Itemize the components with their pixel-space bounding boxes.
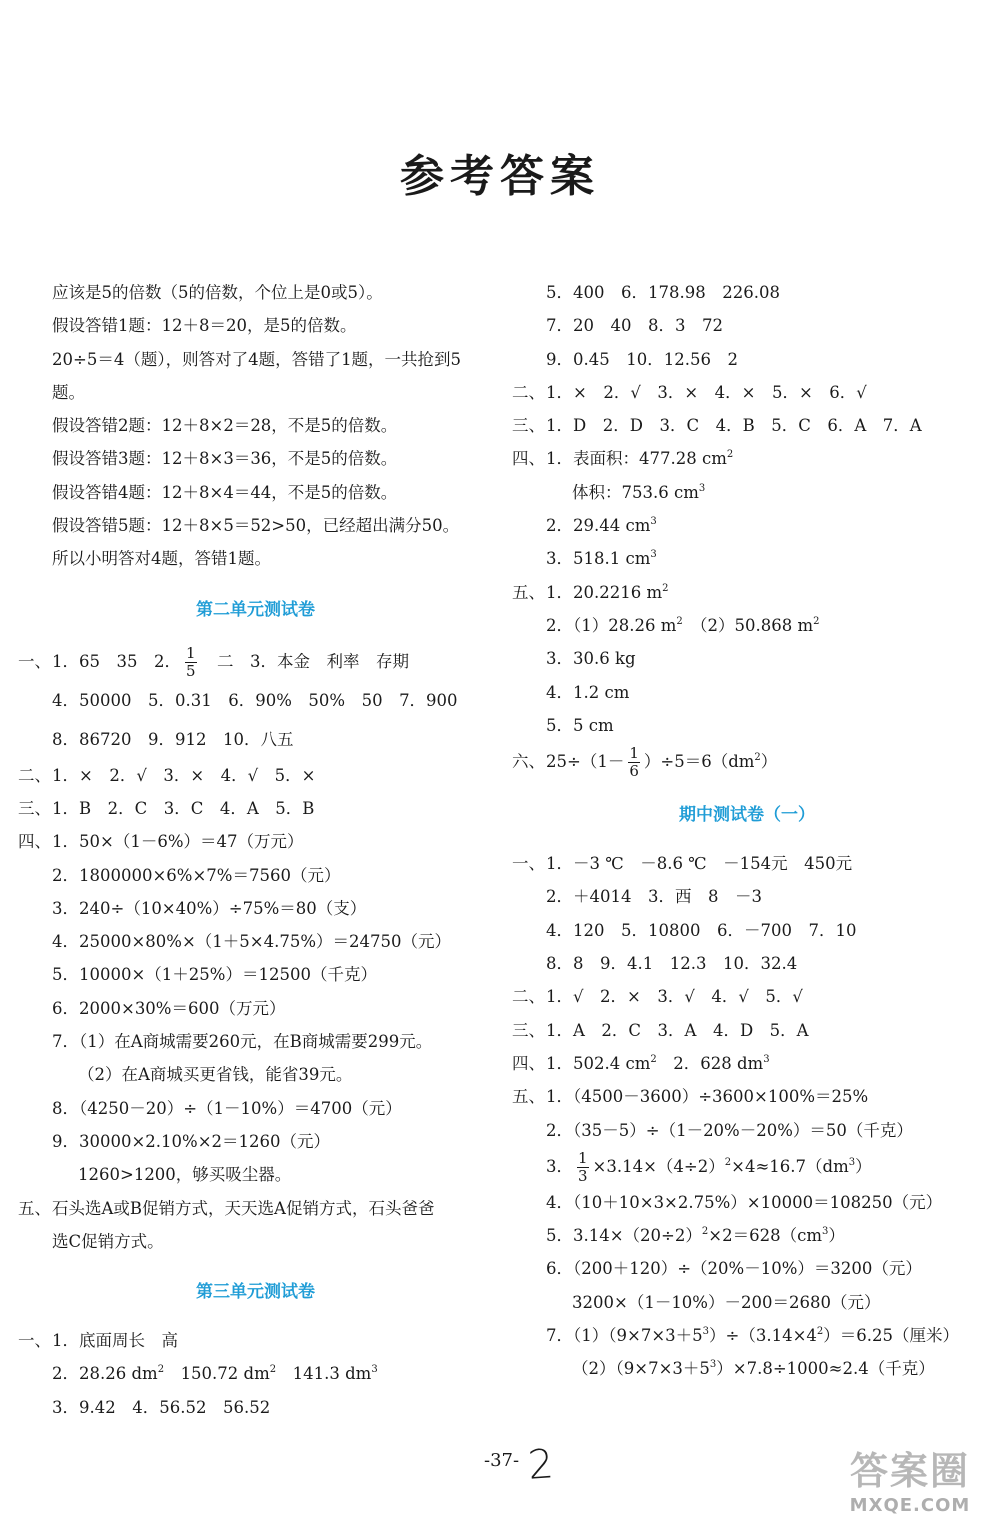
intro-line: 假设答错5题：12＋8×5＝52>50，已经超出满分50。 — [52, 516, 460, 536]
answer-line: 9．30000×2.10%×2＝1260（元） — [52, 1131, 331, 1151]
superscript: 3 — [698, 482, 706, 494]
question-group-label: 五、 — [512, 1087, 545, 1107]
superscript: 2 — [269, 1364, 277, 1376]
intro-line: 应该是5的倍数（5的倍数，个位上是0或5）。 — [52, 283, 383, 302]
superscript: 2 — [816, 1326, 824, 1338]
answer-text: 1．底面周长 高 — [52, 1331, 178, 1351]
superscript: 3 — [702, 1326, 710, 1338]
answer-line — [18, 759, 493, 792]
question-group-label: 三、 — [18, 798, 51, 818]
answer-text: 1．65 35 2． — [52, 651, 181, 671]
answer-text: ×3.14×（4÷2） — [592, 1156, 725, 1176]
page-title: 参考答案 — [400, 151, 600, 202]
answer-text: 1．502.4 cm — [546, 1053, 651, 1073]
answer-text: 2．29.44 cm — [546, 516, 651, 536]
answer-line: 9．0.45 10．12.56 2 — [546, 349, 738, 369]
answer-text: ）＝6.25（厘米） — [823, 1326, 960, 1346]
answer-line — [512, 576, 982, 609]
answer-line — [512, 1319, 982, 1352]
answer-line: 6．2000×30%＝600（万元） — [52, 998, 286, 1018]
superscript: 3 — [848, 1156, 856, 1168]
answer-text: 1．× 2．√ 3．× 4．√ 5．× — [52, 765, 316, 785]
answer-text: 2．（1）28.26 m — [546, 615, 677, 635]
answer-line — [512, 742, 982, 781]
answer-line: 3．240÷（10×40%）÷75%＝80（支） — [52, 898, 367, 918]
question-group-label: 五、 — [18, 1198, 51, 1218]
question-group-label: 六、 — [512, 752, 545, 772]
superscript: 3 — [650, 516, 657, 528]
intro-line: 假设答错2题：12＋8×2＝28，不是5的倍数。 — [52, 416, 398, 436]
intro-line: 假设答错3题：12＋8×3＝36，不是5的倍数。 — [52, 449, 398, 469]
answer-line — [18, 792, 493, 825]
answer-line — [512, 442, 982, 475]
question-group-label: 一、 — [18, 1331, 51, 1351]
answer-line: 4．50000 5．0.31 6．90% 50% 50 7．900 — [52, 690, 458, 710]
answer-text: 1．（4500－3600）÷3600×100%＝25% — [546, 1087, 869, 1107]
superscript: 2 — [157, 1364, 165, 1376]
superscript: 3 — [763, 1053, 770, 1065]
answer-text: 体积：753.6 cm — [572, 482, 699, 502]
answer-line: 8．86720 9．912 10．八五 — [52, 729, 294, 749]
answer-line: 4．1.2 cm — [546, 682, 630, 702]
superscript: 2 — [701, 1226, 709, 1238]
answer-line: 5．5 cm — [546, 715, 614, 735]
answer-line — [512, 609, 982, 642]
fraction-numerator: 1 — [186, 643, 196, 662]
question-group-label: 一、 — [18, 651, 51, 671]
answer-line: 3200×（1－10%）－200＝2680（元） — [572, 1292, 881, 1312]
answer-line — [512, 476, 982, 509]
answer-line — [512, 542, 982, 575]
superscript: 2 — [650, 1053, 657, 1065]
watermark-text: 答案圈 — [849, 1449, 970, 1493]
answer-line — [512, 409, 982, 442]
question-group-label: 二、 — [18, 765, 51, 785]
superscript: 2 — [724, 1156, 732, 1168]
answer-line: 5．10000×（1＋25%）＝12500（千克） — [52, 965, 377, 985]
answer-text: （2）（9×7×3＋5 — [572, 1359, 710, 1379]
answer-line: 6．（200＋120）÷（20%－10%）＝3200（元） — [546, 1259, 922, 1279]
superscript: 3 — [821, 1226, 829, 1238]
question-group-label: 一、 — [512, 854, 545, 874]
answer-text: 25÷（1－ — [546, 752, 625, 772]
answer-text: ） — [855, 1156, 872, 1176]
answer-line: 2．（35－5）÷（1－20%－20%）＝50（千克） — [546, 1120, 913, 1140]
answer-line: 7．（1）在A商城需要260元，在B商城需要299元。 — [52, 1032, 433, 1052]
fraction-denominator: 5 — [186, 661, 196, 680]
answer-line: 7．20 40 8．3 72 — [546, 316, 723, 336]
answer-line: 2．1800000×6%×7%＝7560（元） — [52, 865, 341, 885]
fraction — [628, 746, 640, 779]
answer-line — [512, 509, 982, 542]
answer-text: 1．× 2．√ 3．× 4．× 5．× 6．√ — [546, 382, 867, 402]
answer-text: 3． — [546, 1156, 573, 1176]
answer-line — [512, 1147, 982, 1186]
answer-line: 3．9.42 4．56.52 56.52 — [52, 1397, 271, 1417]
left-column — [18, 276, 493, 1424]
superscript: 3 — [371, 1364, 378, 1376]
question-group-label: 二、 — [512, 382, 545, 402]
answer-line: 8．8 9．4.1 12.3 10．32.4 — [546, 954, 798, 974]
intro-line: 20÷5＝4（题），则答对了4题，答错了1题，一共抢到5 — [52, 349, 462, 369]
fraction-numerator: 1 — [578, 1148, 588, 1167]
answer-text: ）÷5＝6（dm — [643, 752, 755, 772]
answer-line — [512, 1014, 982, 1047]
intro-line: 题。 — [52, 382, 85, 402]
superscript: 2 — [813, 615, 820, 627]
answer-text: 2．28.26 dm — [52, 1364, 158, 1384]
answer-line — [512, 1047, 982, 1080]
answer-line: 5．400 6．178.98 226.08 — [546, 283, 780, 302]
answer-text: 7．（1）（9×7×3＋5 — [546, 1326, 703, 1346]
handwritten-mark: 2 — [526, 1441, 556, 1489]
page-number: -37- — [484, 1450, 520, 1471]
answer-line — [512, 1219, 982, 1252]
answer-text: （2）50.868 m — [682, 615, 814, 635]
intro-line: 假设答错4题：12＋8×4＝44，不是5的倍数。 — [52, 482, 398, 502]
question-group-label: 五、 — [512, 582, 545, 602]
answer-line — [18, 1324, 493, 1357]
question-group-label: 四、 — [512, 449, 545, 469]
answer-text: ）÷（3.14×4 — [709, 1326, 817, 1346]
answer-text: ） — [828, 1226, 845, 1246]
superscript: 2 — [662, 582, 669, 594]
fraction — [577, 1148, 589, 1185]
question-group-label: 四、 — [512, 1053, 545, 1073]
answer-text: ×2＝628（cm — [708, 1226, 822, 1246]
answer-line: 8．（4250－20）÷（1－10%）＝4700（元） — [52, 1098, 402, 1118]
answer-text: ） — [760, 752, 778, 772]
answer-text: 1．表面积：477.28 cm — [546, 449, 727, 469]
answer-line: （2）在A商城买更省钱，能省39元。 — [78, 1065, 353, 1085]
answer-line — [18, 642, 493, 681]
question-group-label: 二、 — [512, 987, 545, 1007]
answer-text: 3．518.1 cm — [546, 549, 651, 569]
answer-line: 2．＋4014 3．西 8 －3 — [546, 887, 762, 907]
answer-line — [512, 1080, 982, 1113]
answer-line — [18, 1357, 493, 1390]
answer-line: 4．（10＋10×3×2.75%）×10000＝108250（元） — [546, 1192, 943, 1212]
answer-line — [512, 1352, 982, 1385]
fraction-denominator: 6 — [629, 762, 639, 781]
answer-text: 1．√ 2．× 3．√ 4．√ 5．√ — [546, 987, 803, 1007]
answer-line — [512, 376, 982, 409]
superscript: 2 — [726, 449, 734, 461]
right-column — [512, 276, 982, 1386]
section-title-midterm: 期中测试卷（一） — [679, 805, 815, 826]
answer-line — [512, 847, 982, 880]
superscript: 3 — [709, 1359, 717, 1371]
watermark-logo — [830, 1440, 990, 1530]
superscript: 2 — [754, 752, 761, 764]
watermark-url: MXQE.COM — [849, 1495, 971, 1516]
answer-text: 150.72 dm — [164, 1364, 270, 1384]
answer-text: 1．D 2．D 3．C 4．B 5．C 6．A 7．A — [546, 416, 922, 436]
superscript: 3 — [650, 549, 657, 561]
fraction-numerator: 1 — [629, 744, 639, 763]
answer-text: ×4≈16.7（dm — [731, 1156, 849, 1176]
answer-text: 1．B 2．C 3．C 4．A 5．B — [52, 798, 315, 818]
answer-text: 2．628 dm — [656, 1053, 764, 1073]
answer-text: 141.3 dm — [276, 1364, 372, 1384]
answer-text: 二 3．本金 利率 存期 — [200, 651, 410, 671]
question-group-label: 三、 — [512, 416, 545, 436]
question-group-label: 三、 — [512, 1020, 545, 1040]
fraction — [185, 643, 197, 680]
answer-line — [18, 1192, 493, 1225]
question-group-label: 四、 — [18, 832, 51, 852]
fraction-denominator: 3 — [578, 1166, 588, 1185]
answer-line: 选C促销方式。 — [52, 1231, 164, 1251]
answer-text: 5．3.14×（20÷2） — [546, 1226, 702, 1246]
answer-text: 1．20.2216 m — [546, 582, 663, 602]
answer-line: 3．30.6 kg — [546, 649, 636, 669]
answer-line: 1260>1200，够买吸尘器。 — [78, 1165, 292, 1185]
intro-line: 假设答错1题：12＋8＝20，是5的倍数。 — [52, 316, 357, 336]
answer-text: ）×7.8÷1000≈2.4（千克） — [716, 1359, 935, 1379]
section-title-unit2: 第二单元测试卷 — [196, 599, 315, 620]
superscript: 2 — [676, 615, 683, 627]
answer-text: 1．－3 ℃ －8.6 ℃ －154元 450元 — [546, 854, 853, 874]
section-title-unit3: 第三单元测试卷 — [196, 1282, 315, 1303]
answer-line: 4．25000×80%×（1＋5×4.75%）＝24750（元） — [52, 932, 452, 952]
answer-line — [18, 825, 493, 858]
intro-line: 所以小明答对4题，答错1题。 — [52, 549, 271, 569]
answer-line: 4．120 5．10800 6．－700 7．10 — [546, 920, 857, 940]
answer-text: 1．50×（1－6%）＝47（万元） — [52, 832, 304, 852]
answer-text: 石头选A或B促销方式，天天选A促销方式，石头爸爸 — [52, 1198, 435, 1218]
answer-line — [512, 980, 982, 1013]
answer-text: 1．A 2．C 3．A 4．D 5．A — [546, 1020, 809, 1040]
